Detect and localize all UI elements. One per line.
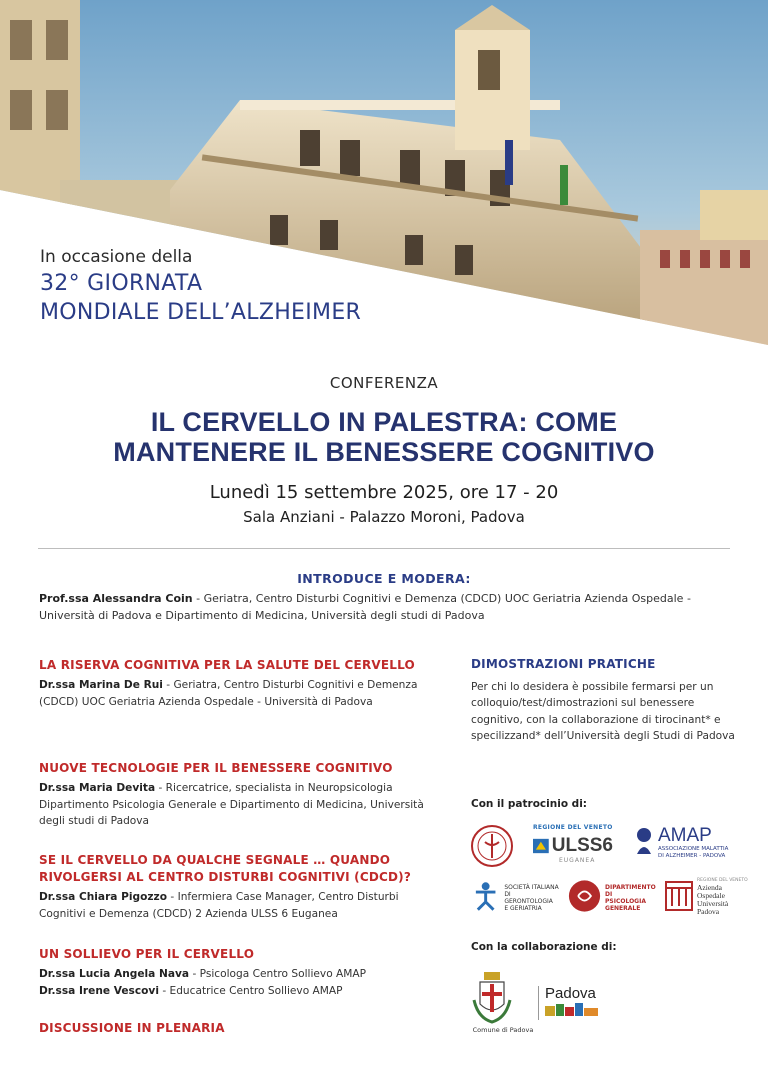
comune-padova-logo — [472, 970, 534, 1040]
ulss6-logo — [533, 824, 613, 864]
event-venue: Sala Anziani - Palazzo Moroni, Padova — [243, 508, 525, 526]
giornata-title-line1: 32° GIORNATA — [40, 271, 203, 296]
head-icon — [634, 826, 654, 856]
speaker — [39, 889, 424, 922]
event-date: Lunedì 15 settembre 2025, ore 17 - 20 — [209, 482, 559, 503]
ulss-label: ULSS6 — [551, 835, 613, 856]
dpg-line2: PSICOLOGIA — [605, 898, 646, 905]
aou-line2: Ospedale — [697, 891, 725, 900]
divider — [38, 548, 730, 549]
demo-heading: DIMOSTRAZIONI PRATICHE — [471, 657, 656, 671]
section-tecnologie — [39, 760, 424, 830]
aou-line1: Azienda — [697, 883, 722, 892]
speaker — [39, 966, 424, 983]
section-heading: NUOVE TECNOLOGIE PER IL BENESSERE COGNITIVO — [39, 761, 393, 775]
section-discussione — [39, 1020, 424, 1037]
ulss-sub: EUGANEA — [559, 857, 596, 864]
aou-building-icon — [664, 878, 694, 912]
sigg-line1: SOCIETÀ ITALIANA — [504, 884, 559, 891]
dpg-line3: GENERALE — [605, 905, 641, 912]
introduce-heading: INTRODUCE E MODERA: — [297, 571, 471, 586]
section-heading: LA RISERVA COGNITIVA PER LA SALUTE DEL CERVELLO — [39, 658, 415, 672]
patrocinio-label: Con il patrocinio di: — [471, 798, 587, 810]
event-title-line1: IL CERVELLO IN PALESTRA: COME — [150, 407, 618, 437]
section-heading: UN SOLLIEVO PER IL CERVELLO — [39, 947, 255, 961]
demo-body: Per chi lo desidera è possibile fermarsi per un colloquio/test/dimostrazioni sul benessere cognitivo, con la collaborazione di tirocinant* e specilizzand* dell’Università degli Studi di Padova — [471, 681, 735, 742]
sigg-logo — [470, 880, 560, 914]
speaker-name: Dr.ssa Maria Devita — [39, 782, 156, 794]
sigg-line3: E GERIATRIA — [504, 905, 542, 912]
speaker-name: Dr.ssa Chiara Pigozzo — [39, 891, 168, 903]
section-heading: SE IL CERVELLO DA QUALCHE SEGNALE … QUANDO RIVOLGERSI AL CENTRO DISTURBI COGNITIVI (CDCD)? — [39, 853, 412, 884]
dpg-seal-icon — [568, 878, 601, 914]
speaker — [39, 983, 424, 1000]
regione-label: REGIONE DEL VENETO — [533, 824, 613, 831]
giornata-title-line2: MONDIALE DELL’ALZHEIMER — [40, 300, 362, 325]
amap-sub2: DI ALZHEIMER - PADOVA — [658, 853, 726, 859]
section-sollievo — [39, 946, 424, 999]
dpg-line1: DIPARTIMENTO DI — [605, 884, 656, 898]
city-label: Padova — [545, 985, 596, 1002]
occasion-text: In occasione della — [40, 247, 193, 267]
speaker-name: Dr.ssa Marina De Rui — [39, 679, 163, 691]
speaker-role: - Ricercatrice, specialista in Neuropsicologia Dipartimento Psicologia Generale e Dipartimento di Medicina, Università degli studi di Padova — [39, 782, 424, 827]
coat-of-arms-icon — [472, 970, 512, 1024]
ordine-medici-logo — [470, 824, 514, 868]
speaker-role: - Psicologa Centro Sollievo AMAP — [189, 968, 367, 980]
amap-logo — [634, 826, 744, 866]
sigg-figure-icon — [470, 880, 501, 912]
speaker-name: Dr.ssa Lucia Angela Nava — [39, 968, 190, 980]
moderator-name: Prof.ssa Alessandra Coin — [39, 592, 193, 605]
amap-title: AMAP — [658, 825, 712, 846]
event-title-line2: MANTENERE IL BENESSERE COGNITIVO — [113, 437, 655, 467]
sigg-line2: DI GERONTOLOGIA — [504, 891, 553, 905]
city-skyline-icon — [545, 1002, 599, 1016]
aou-line0: REGIONE DEL VENETO — [697, 878, 748, 883]
padova-city-logo — [538, 986, 600, 1020]
section-heading: DISCUSSIONE IN PLENARIA — [39, 1021, 225, 1035]
moderator-role: - Geriatra, Centro Disturbi Cognitivi e Demenza (CDCD) UOC Geriatria Azienda Ospedale - Università di Padova e Dipartimento di Medicina, Università degli studi di Padova — [39, 592, 691, 622]
section-segnale — [39, 852, 424, 922]
speaker-role: - Educatrice Centro Sollievo AMAP — [158, 984, 343, 997]
aou-line4: Padova — [697, 907, 720, 916]
lion-icon — [533, 836, 549, 856]
speaker — [39, 677, 424, 710]
speaker — [39, 780, 424, 830]
dpg-logo — [568, 878, 660, 916]
collaborazione-label: Con la collaborazione di: — [471, 941, 617, 953]
speaker-role: - Geriatra, Centro Disturbi Cognitivi e Demenza (CDCD) UOC Geriatria Azienda Ospedale - Università di Padova — [39, 679, 418, 708]
aou-line3: Università — [697, 899, 729, 908]
speaker-role: - Infermiera Case Manager, Centro Disturbi Cognitivi e Demenza (CDCD) 2 Azienda ULSS 6 Euganea — [39, 891, 399, 920]
comune-caption: Comune di Padova — [472, 1026, 534, 1034]
hero-photo — [0, 0, 768, 350]
amap-sub1: ASSOCIAZIONE MALATTIA — [658, 846, 729, 852]
event-kind: CONFERENZA — [329, 374, 439, 392]
speaker-name: Dr.ssa Irene Vescovi — [39, 984, 159, 997]
aou-padova-logo — [664, 878, 748, 918]
moderator-text — [39, 590, 729, 624]
section-riserva — [39, 657, 424, 710]
